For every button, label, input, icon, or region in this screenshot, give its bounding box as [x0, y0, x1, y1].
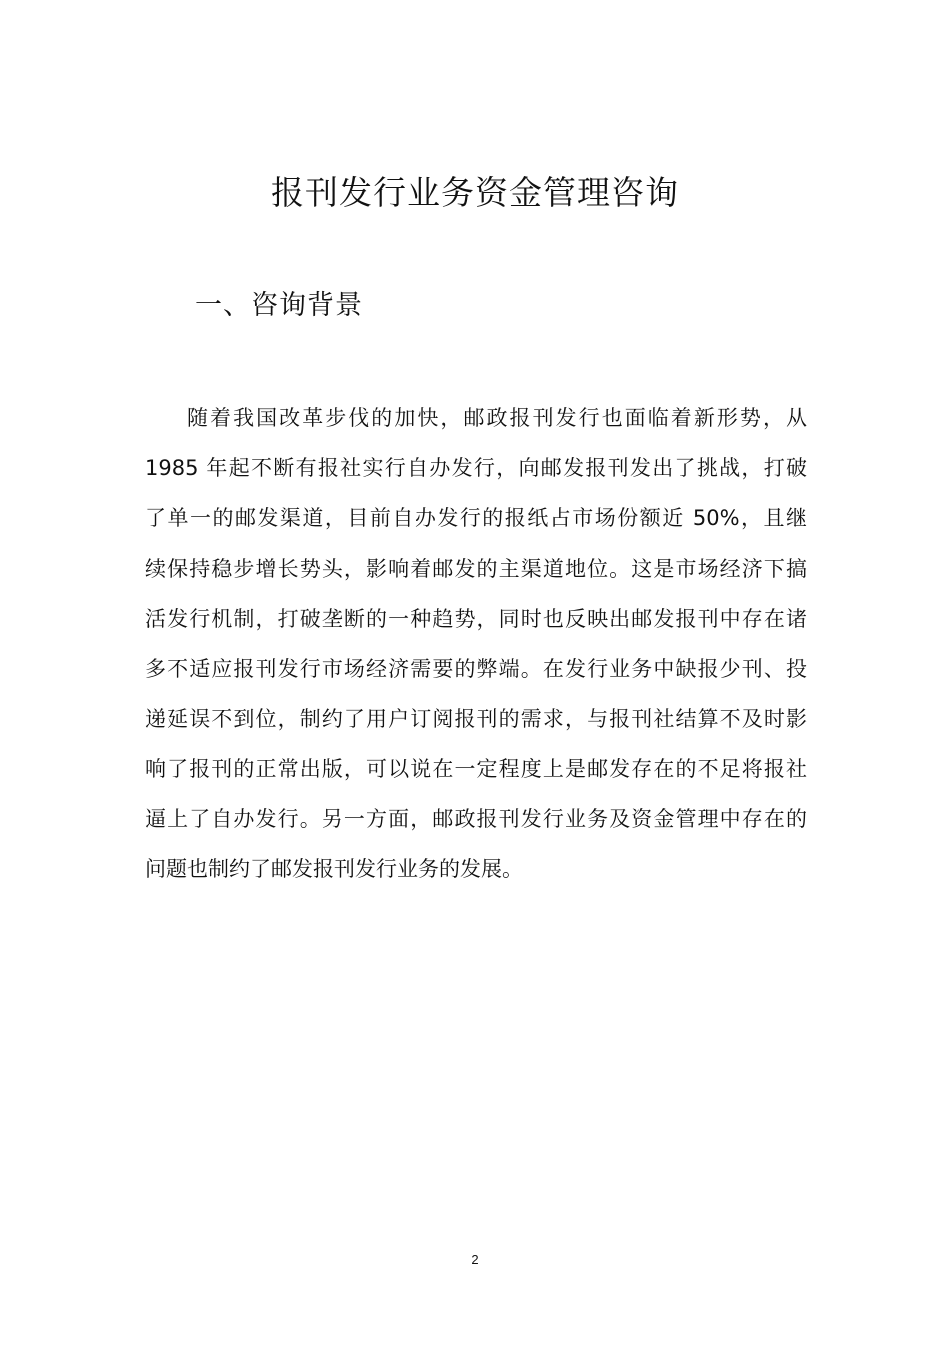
document-title: 报刊发行业务资金管理咨询 [271, 173, 679, 212]
paragraph-line: 了单一的邮发渠道，目前自办发行的报纸占市场份额近 50%，且继 [145, 506, 807, 530]
paragraph-line: 问题也制约了邮发报刊发行业务的发展。 [145, 857, 523, 881]
section-heading: 一、咨询背景 [195, 290, 363, 321]
paragraph-line: 递延误不到位，制约了用户订阅报刊的需求，与报刊社结算不及时影 [145, 707, 807, 731]
paragraph-line: 活发行机制，打破垄断的一种趋势，同时也反映出邮发报刊中存在诸 [145, 607, 807, 631]
paragraph-line: 响了报刊的正常出版，可以说在一定程度上是邮发存在的不足将报社 [145, 757, 807, 781]
paragraph-line: 多不适应报刊发行市场经济需要的弊端。在发行业务中缺报少刊、投 [145, 657, 807, 681]
paragraph-line: 随着我国改革步伐的加快，邮政报刊发行也面临着新形势，从 [187, 406, 807, 430]
paragraph-line: 逼上了自办发行。另一方面，邮政报刊发行业务及资金管理中存在的 [145, 807, 807, 831]
paragraph-line: 1985 年起不断有报社实行自办发行，向邮发报刊发出了挑战，打破 [145, 456, 807, 480]
page-number: 2 [471, 1252, 479, 1267]
paragraph-line: 续保持稳步增长势头，影响着邮发的主渠道地位。这是市场经济下搞 [145, 557, 807, 581]
